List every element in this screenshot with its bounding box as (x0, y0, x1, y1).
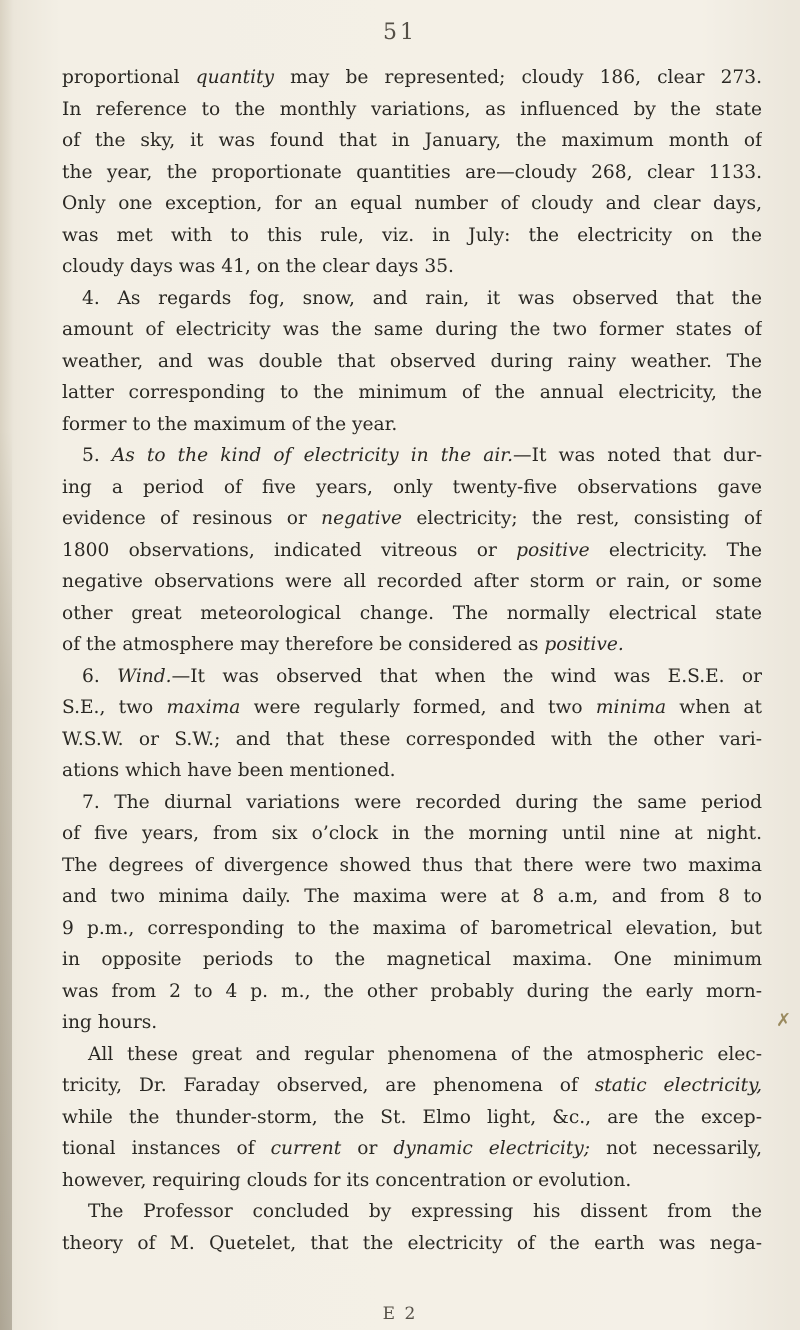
text-line: The degrees of divergence showed thus that there were two maxima (62, 854, 762, 876)
italic-text: maxima (166, 697, 241, 718)
text-line: of the atmosphere may therefore be considered as positive. (62, 634, 624, 655)
text-line: cloudy days was 41, on the clear days 35. (62, 256, 454, 277)
text-line: of five years, from six o’clock in the morning until nine at night. (62, 823, 762, 844)
text-line: 9 p.m., corresponding to the maxima of barometrical elevation, but (62, 917, 762, 939)
paragraph-6-start: 6. Wind.—It was observed that when the wind was E.S.E. or (82, 665, 762, 687)
body-text (62, 62, 762, 1259)
text-line: Only one exception, for an equal number of cloudy and clear days, (62, 193, 762, 214)
text-line: 1800 observations, indicated vitreous or positive electricity. The (62, 539, 762, 561)
paragraph-8-start: All these great and regular phenomena of the atmospheric elec- (88, 1043, 762, 1065)
text-line: weather, and was double that observed during rainy weather. The (62, 350, 762, 372)
paragraph-7-start: 7. The diurnal variations were recorded during the same period (82, 791, 762, 813)
text-line: ing a period of five years, only twenty-five observations gave (62, 476, 762, 498)
text-line: the year, the proportionate quantities are—cloudy 268, clear 1133. (62, 161, 762, 183)
text-line: latter corresponding to the minimum of the annual electricity, the (62, 382, 762, 403)
italic-text: dynamic electricity; (393, 1138, 591, 1159)
text-line: however, requiring clouds for its concentration or evolution. (62, 1169, 632, 1191)
text-line: tricity, Dr. Faraday observed, are phenomena of static electricity, (62, 1075, 762, 1096)
text-line: In reference to the monthly variations, as influenced by the state (62, 98, 762, 120)
italic-text: negative (321, 508, 403, 529)
italic-text: positive. (544, 634, 624, 655)
text-line: was met with to this rule, viz. in July: the electricity on the (62, 224, 762, 246)
text-line: former to the maximum of the year. (62, 413, 398, 435)
signature-mark: E 2 (382, 1304, 418, 1324)
text-line: theory of M. Quetelet, that the electricity of the earth was nega- (62, 1232, 762, 1254)
page-number: 51 (383, 20, 417, 45)
text-line: in opposite periods to the magnetical maxima. One minimum (62, 949, 762, 970)
italic-text: current (270, 1138, 342, 1159)
italic-text: positive (516, 539, 590, 561)
page-spine-shadow (0, 430, 12, 1330)
paragraph-9-start: The Professor concluded by expressing his dissent from the (88, 1201, 762, 1222)
text-line: other great meteorological change. The normally electrical state (62, 602, 762, 624)
text-line: tional instances of current or dynamic electricity; not necessarily, (62, 1138, 762, 1159)
italic-text: Wind. (117, 665, 172, 687)
text-line: ations which have been mentioned. (62, 760, 396, 781)
paragraph-4-start: 4. As regards fog, snow, and rain, it was observed that the (82, 287, 762, 309)
paragraph-5-start: 5. As to the kind of electricity in the air.—It was noted that dur- (82, 445, 762, 466)
text-line: was from 2 to 4 p. m., the other probably during the early morn- (62, 980, 762, 1002)
italic-text: static electricity, (594, 1075, 762, 1096)
italic-text: As to the kind of electricity in the air. (111, 445, 514, 466)
text-line: and two minima daily. The maxima were at 8 a.m, and from 8 to (62, 886, 762, 907)
text-line: of the sky, it was found that in January, the maximum month of (62, 130, 762, 151)
text-line: while the thunder-storm, the St. Elmo light, &c., are the excep- (62, 1106, 762, 1128)
italic-text: minima (595, 697, 667, 718)
margin-pencil-mark: ✗ (776, 1010, 792, 1031)
italic-text: quantity (195, 67, 275, 88)
text-line: amount of electricity was the same during the two former states of (62, 319, 762, 340)
text-line: W.S.W. or S.W.; and that these corresponded with the other vari- (62, 728, 762, 750)
text-line: S.E., two maxima were regularly formed, and two minima when at (62, 697, 762, 718)
text-line: evidence of resinous or negative electricity; the rest, consisting of (62, 508, 762, 529)
text-line: proportional quantity may be represented; cloudy 186, clear 273. (62, 67, 762, 88)
text-line: negative observations were all recorded after storm or rain, or some (62, 571, 762, 592)
text-line: ing hours. (62, 1012, 158, 1033)
